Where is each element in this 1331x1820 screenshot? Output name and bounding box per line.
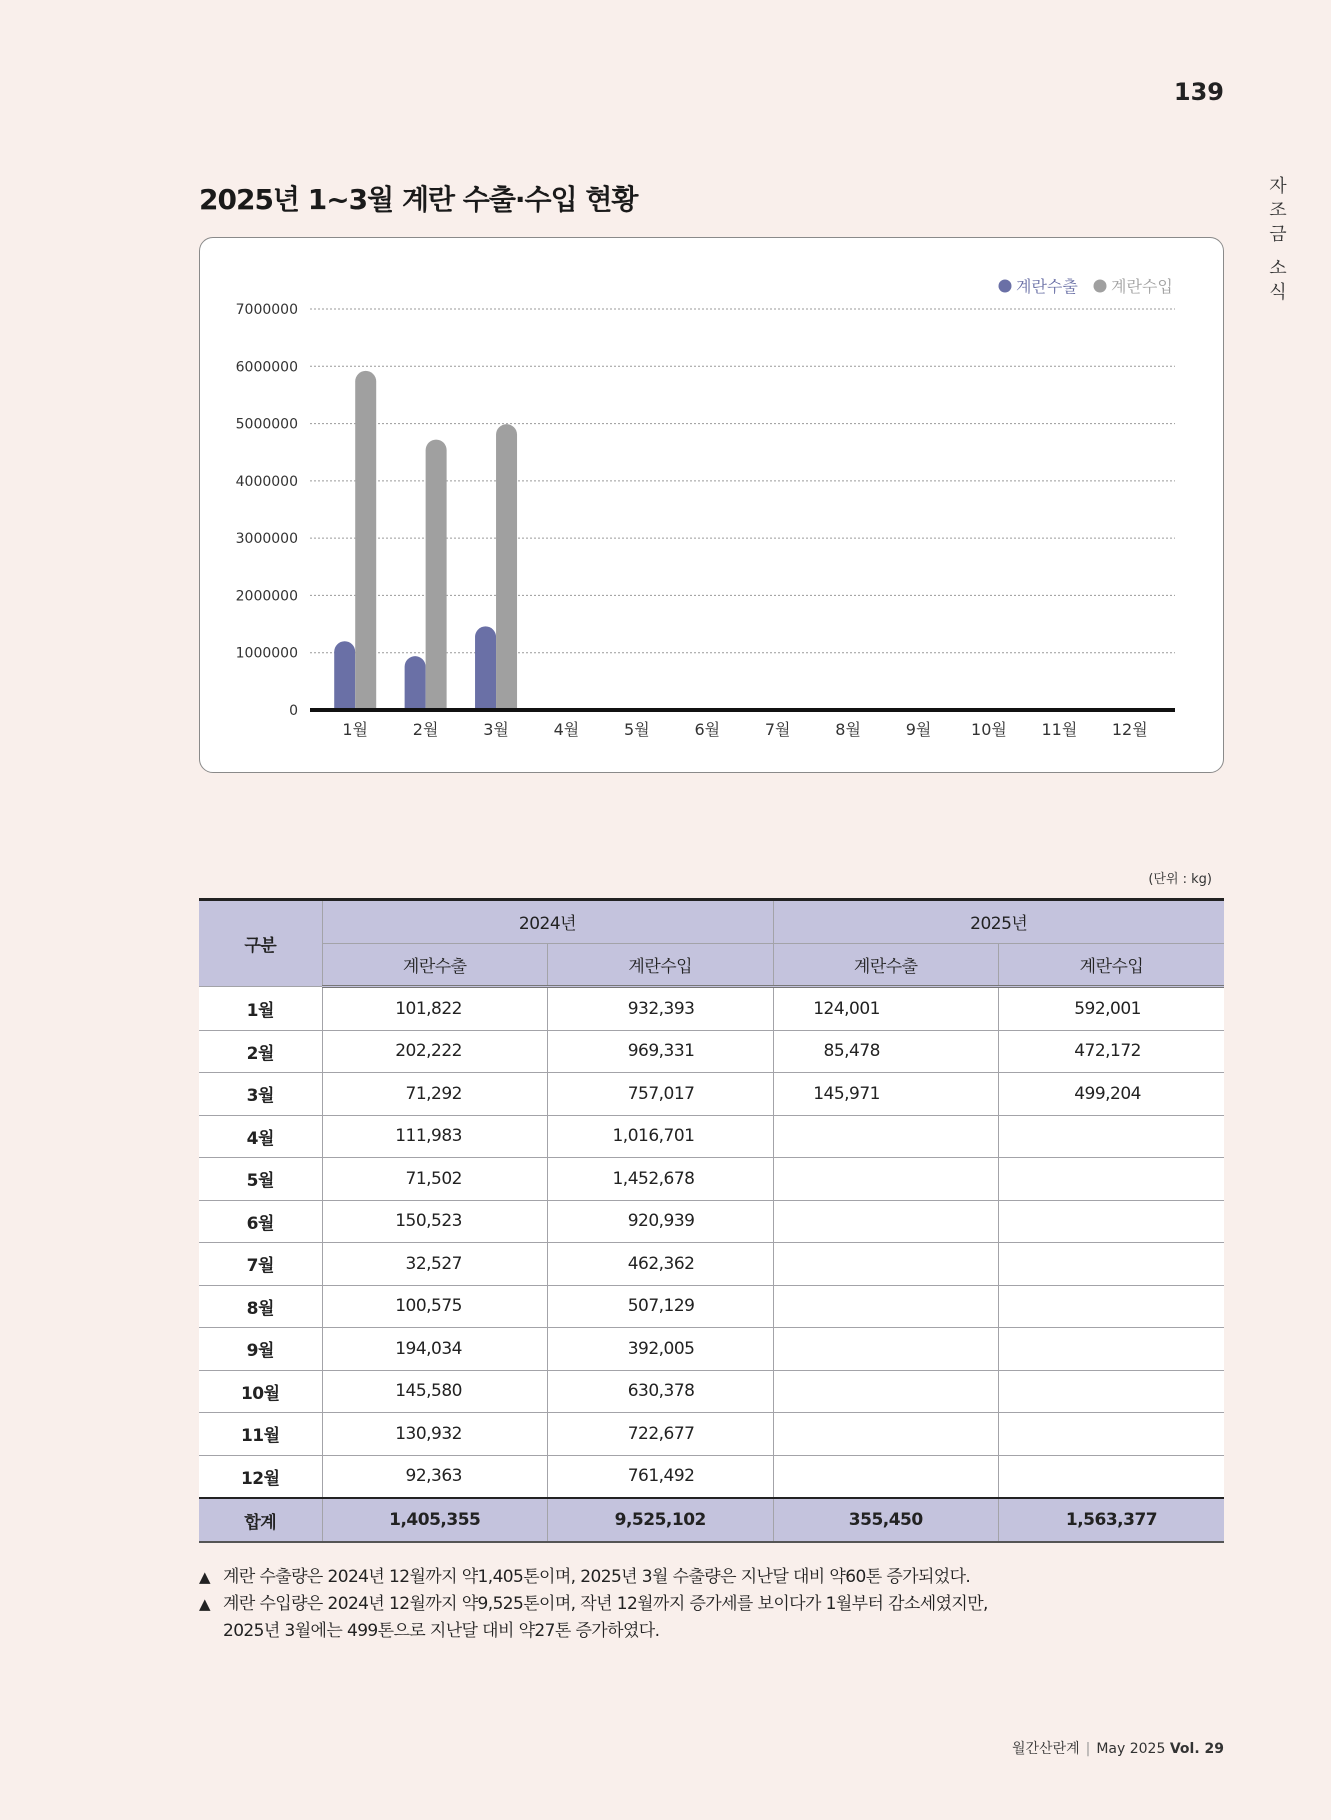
month-cell: 1월 xyxy=(199,987,322,1031)
cell-export-2024: 32,527 xyxy=(322,1243,548,1286)
footer-divider: | xyxy=(1085,1741,1091,1757)
cell-export-2024: 150,523 xyxy=(322,1200,548,1243)
cell-export-2025 xyxy=(773,1158,999,1201)
cell-import-2024: 1,452,678 xyxy=(548,1158,774,1201)
import-export-table xyxy=(199,898,1224,1543)
cell-import-2025: 592,001 xyxy=(999,987,1225,1031)
cell-export-2024: 130,932 xyxy=(322,1413,548,1456)
footer-issue: May 2025 xyxy=(1096,1741,1166,1757)
cell-export-2025 xyxy=(773,1115,999,1158)
cell-export-2025 xyxy=(773,1413,999,1456)
y-tick-label: 2000000 xyxy=(235,588,298,605)
table-body xyxy=(199,987,1224,1499)
cell-export-2024: 101,822 xyxy=(322,987,548,1031)
note-text: 계란 수입량은 2024년 12월까지 약9,525톤이며, 작년 12월까지 증가세를 보이다가 1월부터 감소세였지만, xyxy=(223,1594,988,1614)
side-label-char: 금 xyxy=(1269,224,1287,245)
subheader-import-2025: 계란수입 xyxy=(999,943,1225,987)
note-text: 계란 수출량은 2024년 12월까지 약1,405톤이며, 2025년 3월 수출량은 지난달 대비 약60톤 증가되었다. xyxy=(223,1567,971,1587)
legend-marker-icon xyxy=(999,280,1012,293)
total-label: 합계 xyxy=(199,1498,322,1542)
cell-export-2025: 124,001 xyxy=(773,987,999,1031)
note-item xyxy=(199,1591,1199,1618)
x-tick-label: 6월 xyxy=(694,720,721,739)
month-cell: 2월 xyxy=(199,1030,322,1073)
y-tick-label: 7000000 xyxy=(235,302,298,318)
page-title: 2025년 1~3월 계란 수출·수입 현황 xyxy=(199,183,638,216)
cell-export-2024: 111,983 xyxy=(322,1115,548,1158)
table-row xyxy=(199,1030,1224,1073)
x-tick-label: 12월 xyxy=(1111,720,1148,739)
cell-import-2025 xyxy=(999,1285,1225,1328)
cell-export-2025 xyxy=(773,1455,999,1498)
row-header-cell: 구분 xyxy=(199,900,322,987)
page-footer xyxy=(900,1738,1224,1758)
bar-export xyxy=(405,656,426,710)
cell-import-2025: 472,172 xyxy=(999,1030,1225,1073)
side-label-char: 소 xyxy=(1269,258,1287,279)
cell-import-2024: 630,378 xyxy=(548,1370,774,1413)
cell-import-2025 xyxy=(999,1158,1225,1201)
year-header-2024: 2024년 xyxy=(322,900,773,944)
side-label-gap xyxy=(1268,247,1288,257)
cell-import-2024: 507,129 xyxy=(548,1285,774,1328)
x-tick-label: 7월 xyxy=(764,720,791,739)
cell-export-2024: 71,502 xyxy=(322,1158,548,1201)
cell-import-2024: 920,939 xyxy=(548,1200,774,1243)
footer-volume: Vol. 29 xyxy=(1169,1741,1224,1757)
cell-export-2024: 92,363 xyxy=(322,1455,548,1498)
month-cell: 7월 xyxy=(199,1243,322,1286)
triangle-icon: ▲ xyxy=(199,1568,210,1586)
bar-export xyxy=(334,641,355,710)
table-subheader-row xyxy=(199,943,1224,987)
cell-export-2024: 71,292 xyxy=(322,1073,548,1116)
subheader-export-2024: 계란수출 xyxy=(322,943,548,987)
note-item-continued xyxy=(199,1618,1199,1645)
cell-import-2024: 969,331 xyxy=(548,1030,774,1073)
cell-import-2024: 757,017 xyxy=(548,1073,774,1116)
table-header-row xyxy=(199,900,1224,944)
x-tick-label: 10월 xyxy=(971,720,1007,739)
bar-export xyxy=(475,626,496,710)
total-export-2025: 355,450 xyxy=(773,1498,999,1542)
cell-export-2025 xyxy=(773,1243,999,1286)
subheader-export-2025: 계란수출 xyxy=(773,943,999,987)
cell-export-2024: 145,580 xyxy=(322,1370,548,1413)
chart-container xyxy=(199,237,1224,773)
cell-import-2024: 722,677 xyxy=(548,1413,774,1456)
y-tick-label: 5000000 xyxy=(235,416,298,433)
cell-import-2025 xyxy=(999,1115,1225,1158)
total-row xyxy=(199,1498,1224,1542)
cell-import-2025 xyxy=(999,1243,1225,1286)
cell-import-2025: 499,204 xyxy=(999,1073,1225,1116)
total-import-2025: 1,563,377 xyxy=(999,1498,1225,1542)
month-cell: 8월 xyxy=(199,1285,322,1328)
subheader-import-2024: 계란수입 xyxy=(548,943,774,987)
cell-import-2025 xyxy=(999,1328,1225,1371)
month-cell: 10월 xyxy=(199,1370,322,1413)
month-cell: 11월 xyxy=(199,1413,322,1456)
cell-export-2025 xyxy=(773,1200,999,1243)
cell-import-2025 xyxy=(999,1413,1225,1456)
x-tick-label: 9월 xyxy=(905,720,932,739)
cell-import-2024: 462,362 xyxy=(548,1243,774,1286)
table-row xyxy=(199,1285,1224,1328)
table-row xyxy=(199,1455,1224,1498)
y-tick-label: 1000000 xyxy=(235,645,298,662)
y-tick-label: 3000000 xyxy=(235,531,298,548)
side-label-char: 자 xyxy=(1269,176,1287,197)
bar-import xyxy=(426,440,447,710)
cell-export-2024: 202,222 xyxy=(322,1030,548,1073)
legend-label: 계란수출 xyxy=(1016,277,1078,296)
table-row xyxy=(199,1073,1224,1116)
month-cell: 3월 xyxy=(199,1073,322,1116)
cell-import-2024: 761,492 xyxy=(548,1455,774,1498)
cell-import-2024: 1,016,701 xyxy=(548,1115,774,1158)
y-tick-label: 6000000 xyxy=(235,359,298,376)
triangle-icon: ▲ xyxy=(199,1595,210,1613)
side-label-char: 조 xyxy=(1269,200,1287,221)
x-tick-label: 3월 xyxy=(483,720,509,739)
table-row xyxy=(199,1328,1224,1371)
cell-import-2024: 392,005 xyxy=(548,1328,774,1371)
section-side-label xyxy=(1268,175,1288,305)
note-text: 2025년 3월에는 499톤으로 지난달 대비 약27톤 증가하였다. xyxy=(223,1621,660,1641)
y-tick-label: 4000000 xyxy=(235,473,298,490)
x-tick-label: 4월 xyxy=(553,720,580,739)
cell-export-2024: 194,034 xyxy=(322,1328,548,1371)
bar-import xyxy=(496,424,517,710)
month-cell: 9월 xyxy=(199,1328,322,1371)
cell-import-2024: 932,393 xyxy=(548,987,774,1031)
unit-label: (단위 : kg) xyxy=(1148,872,1212,887)
cell-export-2025 xyxy=(773,1285,999,1328)
legend-label: 계란수입 xyxy=(1111,277,1173,296)
cell-import-2025 xyxy=(999,1370,1225,1413)
x-tick-label: 11월 xyxy=(1041,720,1078,739)
footer-magazine: 월간산란계 xyxy=(1012,1741,1080,1757)
cell-export-2025: 145,971 xyxy=(773,1073,999,1116)
cell-export-2024: 100,575 xyxy=(322,1285,548,1328)
table-row xyxy=(199,1115,1224,1158)
month-cell: 6월 xyxy=(199,1200,322,1243)
cell-import-2025 xyxy=(999,1200,1225,1243)
legend-marker-icon xyxy=(1094,280,1107,293)
side-label-char: 식 xyxy=(1269,282,1287,303)
month-cell: 5월 xyxy=(199,1158,322,1201)
table-row xyxy=(199,1243,1224,1286)
page-number: 139 xyxy=(1173,78,1224,106)
month-cell: 12월 xyxy=(199,1455,322,1498)
notes xyxy=(199,1564,1199,1645)
bar-import xyxy=(355,371,376,710)
table-row xyxy=(199,1370,1224,1413)
x-tick-label: 1월 xyxy=(342,720,369,739)
cell-export-2025 xyxy=(773,1328,999,1371)
cell-import-2025 xyxy=(999,1455,1225,1498)
table-row xyxy=(199,1200,1224,1243)
bar-chart xyxy=(200,238,1225,774)
cell-export-2025: 85,478 xyxy=(773,1030,999,1073)
table-row xyxy=(199,987,1224,1031)
total-import-2024: 9,525,102 xyxy=(548,1498,774,1542)
table-row xyxy=(199,1158,1224,1201)
x-tick-label: 8월 xyxy=(835,720,861,739)
cell-export-2025 xyxy=(773,1370,999,1413)
total-export-2024: 1,405,355 xyxy=(322,1498,548,1542)
x-tick-label: 2월 xyxy=(412,720,439,739)
x-tick-label: 5월 xyxy=(624,720,650,739)
y-tick-label: 0 xyxy=(289,703,298,719)
note-item xyxy=(199,1564,1199,1591)
table-row xyxy=(199,1413,1224,1456)
year-header-2025: 2025년 xyxy=(773,900,1224,944)
month-cell: 4월 xyxy=(199,1115,322,1158)
